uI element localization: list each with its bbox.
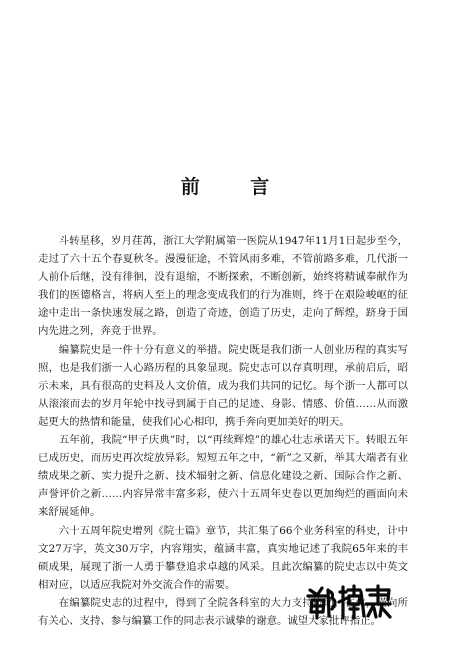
paragraph-4: 六十五周年院史增列《院士篇》章节，共汇集了66个业务科室的科史，计中文27万字，英文30万字，内容翔实，蕴涵丰富，真实地记述了我院65年来的丰硕成果，展现了浙一人勇于攀登追求卓越的风采。且此次编纂的院史志以中英文相对应，以适应我院对外交流合作的需要。 xyxy=(38,524,408,591)
paragraph-2: 编纂院史是一件十分有意义的举措。院史既是我们浙一人创业历程的真实写照，也是我们浙一人心路历程的具象显现。院史志可以存真明理，承前启后，昭示未来，具有很高的史料及人文价值，成为我们共同的记忆。每个浙一人都可以从滚滚而去的岁月年轮中找寻到属于自己的足迹、身影、情感、价值……从而激起更大的热情和能量，使我们心心相印，携手奔向更加美好的明天。 xyxy=(38,343,408,428)
paragraph-3: 五年前，我院“甲子庆典”时，以“再续辉煌”的雄心壮志承诺天下。转眼五年已成历史，而历史再次绽放异彩。短短五年之中，“新”之又新，举其大端者有业绩成果之新、实力提升之新、技术辐射之新、信息化建设之新、国际合作之新、声誉评价之新……内容异常丰富多彩，使六十五周年史卷以更加绚烂的画面向未来舒展延伸。 xyxy=(38,434,408,519)
page-title: 前 言 xyxy=(180,176,292,198)
handwritten-signature xyxy=(304,582,394,622)
paragraph-1: 斗转星移，岁月荏苒，浙江大学附属第一医院从1947年11月1日起步至今，走过了六十五个春夏秋冬。漫漫征途，不管风雨多难，不管前路多难，几代浙一人前仆后继，没有徘徊，没有退缩，不断探索，不断创新，始终将精诚奉献作为我们的医德格言，将病人至上的理念变成我们的行为准则，终于在艰险峻岖的征途中走出一条快速发展之路，创造了奇迹，创造了历史，走向了辉煌，跻身于国内先进之列，奔竞于世界。 xyxy=(38,235,408,338)
preface-body xyxy=(38,232,408,630)
paragraph-5: 在编纂院史志的过程中，得到了全院各科室的大力支持协助，在此，谨向所有关心、支持、参与编纂工作的同志表示诚挚的谢意。诚望大家批评指正。 xyxy=(38,596,408,627)
